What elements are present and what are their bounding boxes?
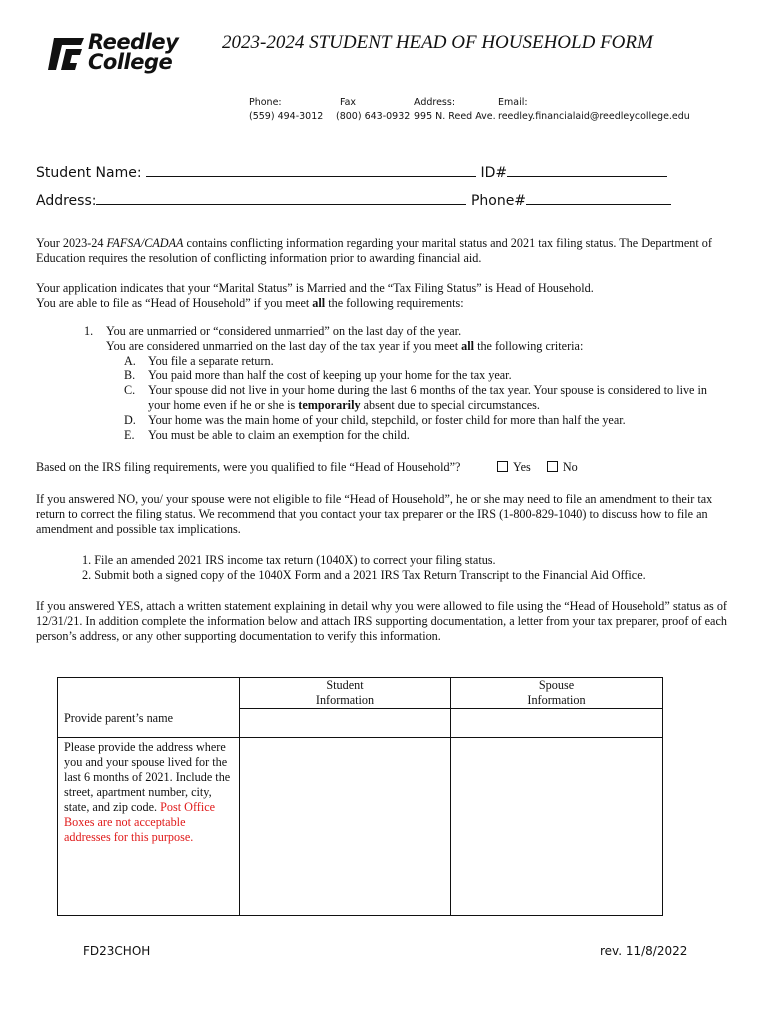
logo-text-line1: Reedley xyxy=(88,30,179,54)
household-info-table xyxy=(57,677,663,916)
no-step-1: 1. File an amended 2021 IRS income tax return (1040X) to correct your filing status. xyxy=(82,553,496,567)
contact-email xyxy=(498,96,690,124)
parent-name-label-cell xyxy=(58,709,240,738)
yes-checkbox[interactable] xyxy=(497,461,508,472)
criteria-letter: E. xyxy=(124,427,135,442)
table-row xyxy=(58,738,663,916)
criteria-text-a: Your spouse did not live in your home during the last 6 months of the tax year. Your spouse is considered to live in your home even if he or she is xyxy=(148,383,707,412)
table-header-spouse xyxy=(451,678,663,709)
requirement-number: 1. xyxy=(84,324,94,338)
contact-phone-label: Phone: xyxy=(249,97,282,108)
yes-section-text: If you answered YES, attach a written statement explaining in detail why you were allowed to file using the “Head of Household” status as of 12/31/21. In addition complete the information below and attach IRS supporting documentation, a letter from your tax preparer, proof of each person’s address, or any other supporting documentation to verify this information. xyxy=(36,599,727,643)
spouse-address-cell[interactable] xyxy=(451,738,663,916)
criteria-letter: B. xyxy=(124,368,136,383)
phone-input-line[interactable] xyxy=(526,203,671,205)
reedley-college-logo xyxy=(44,30,204,76)
student-name-label: Student Name: xyxy=(36,165,142,181)
logo-mark-icon xyxy=(44,34,88,74)
spouse-col-line1: Spouse xyxy=(538,678,575,692)
student-col-line2: Information xyxy=(315,693,375,707)
phone-label: Phone# xyxy=(470,193,527,209)
criteria-item xyxy=(84,428,724,443)
requirement-sub-bold: all xyxy=(461,338,475,353)
criteria-item xyxy=(84,413,724,428)
contact-phone xyxy=(249,96,323,124)
contact-email-label: Email: xyxy=(498,97,528,108)
contact-address-value: 995 N. Reed Ave. xyxy=(414,111,496,122)
table-row xyxy=(58,709,663,738)
student-id-label: ID# xyxy=(480,165,508,181)
yes-section-paragraph xyxy=(36,599,736,644)
contact-fax xyxy=(336,96,410,124)
no-section-paragraph xyxy=(36,492,736,537)
address-input-line[interactable] xyxy=(96,203,466,205)
table-header-empty xyxy=(58,678,240,709)
spouse-col-line2: Information xyxy=(527,693,586,707)
no-step-2: 2. Submit both a signed copy of the 1040X Form and a 2021 IRS Tax Return Transcript to the Financial Aid Office. xyxy=(82,568,646,582)
requirement-sub-b: the following criteria: xyxy=(474,338,584,353)
student-col-line1: Student xyxy=(326,678,364,692)
criteria-letter: A. xyxy=(124,353,136,368)
no-checkbox[interactable] xyxy=(547,461,558,472)
intro-p2-line1: Your application indicates that your “Marital Status” is Married and the “Tax Filing Status” is Head of Household. xyxy=(36,281,594,295)
requirement-subtext xyxy=(84,339,724,354)
address-label-cell xyxy=(58,738,240,916)
logo-text xyxy=(88,32,178,72)
criteria-text-b: absent due to special circumstances. xyxy=(360,397,540,412)
requirement-item-1 xyxy=(84,324,724,339)
no-section-text: If you answered NO, you/ your spouse were not eligible to file “Head of Household”, he or she may need to file an amendment to their tax return to correct the filing status. We recommend that you contact your tax preparer or the IRS (1-800-829-1040) to discuss how to file an amendment and possible tax implications. xyxy=(36,492,713,536)
parent-name-label: Provide parent’s name xyxy=(64,710,173,725)
intro-p1-text-a: Your 2023-24 xyxy=(36,236,107,250)
criteria-text: You paid more than half the cost of keeping up your home for the tax year. xyxy=(148,368,512,383)
form-code: FD23CHOH xyxy=(83,944,151,958)
address-row xyxy=(36,193,671,209)
address-label: Address: xyxy=(36,193,97,209)
contact-fax-label: Fax xyxy=(340,97,357,108)
table-header-row xyxy=(58,678,663,709)
po-box-warning: Post Office Boxes are not acceptable addresses for this purpose. xyxy=(64,800,216,844)
intro-p2-text-b: the following requirements: xyxy=(325,296,464,310)
table-header-student xyxy=(240,678,451,709)
spouse-parent-name-cell[interactable] xyxy=(451,709,663,738)
criteria-letter: C. xyxy=(124,383,136,398)
intro-p2-bold: all xyxy=(312,296,326,310)
criteria-letter: D. xyxy=(124,412,136,427)
form-title: 2023-2024 STUDENT HEAD OF HOUSEHOLD FORM xyxy=(222,32,653,53)
contact-phone-value: (559) 494-3012 xyxy=(249,111,324,122)
student-parent-name-cell[interactable] xyxy=(240,709,451,738)
hoh-question: Based on the IRS filing requirements, were you qualified to file “Head of Household”? xyxy=(36,460,461,474)
yes-label: Yes xyxy=(513,460,531,474)
student-address-cell[interactable] xyxy=(240,738,451,916)
requirement-sub-a: You are considered unmarried on the last day of the tax year if you meet xyxy=(106,338,462,353)
intro-paragraph-2 xyxy=(36,281,736,311)
criteria-item xyxy=(84,383,724,413)
contact-email-value: reedley.financialaid@reedleycollege.edu xyxy=(498,111,690,122)
revision-date: rev. 11/8/2022 xyxy=(600,944,688,958)
requirement-text: You are unmarried or “considered unmarried” on the last day of the year. xyxy=(106,324,462,338)
student-id-input-line[interactable] xyxy=(507,175,667,177)
criteria-item xyxy=(84,354,724,369)
hoh-answer-options xyxy=(497,460,578,475)
intro-paragraph-1 xyxy=(36,236,736,266)
requirements-list xyxy=(84,324,724,442)
student-name-row xyxy=(36,165,667,181)
criteria-text xyxy=(148,383,724,413)
criteria-text-bold: temporarily xyxy=(298,397,361,412)
contact-fax-value: (800) 643-0932 xyxy=(336,111,411,122)
intro-p2-text-a: You are able to file as “Head of Household” if you meet xyxy=(36,296,313,310)
intro-p1-text-b: contains conflicting information regarding your marital status and 2021 tax filing status. The Department of Education requires the resolution of conflicting information prior to awarding financial aid. xyxy=(36,236,712,265)
criteria-item xyxy=(84,368,724,383)
criteria-text: You must be able to claim an exemption for the child. xyxy=(148,427,410,442)
criteria-text: You file a separate return. xyxy=(148,353,274,368)
contact-address-label: Address: xyxy=(414,97,456,108)
criteria-text: Your home was the main home of your child, stepchild, or foster child for more than half the year. xyxy=(148,412,626,427)
intro-p1-italic: FAFSA/CADAA xyxy=(106,236,184,250)
no-label: No xyxy=(562,460,578,474)
address-instructions: Please provide the address where you and your spouse lived for the last 6 months of 2021. Include the street, apartment number, city, state, and zip code. xyxy=(64,740,231,814)
logo-text-line2: College xyxy=(88,50,173,74)
contact-address xyxy=(414,96,496,124)
student-name-input-line[interactable] xyxy=(146,175,476,177)
no-section-steps xyxy=(82,553,732,583)
